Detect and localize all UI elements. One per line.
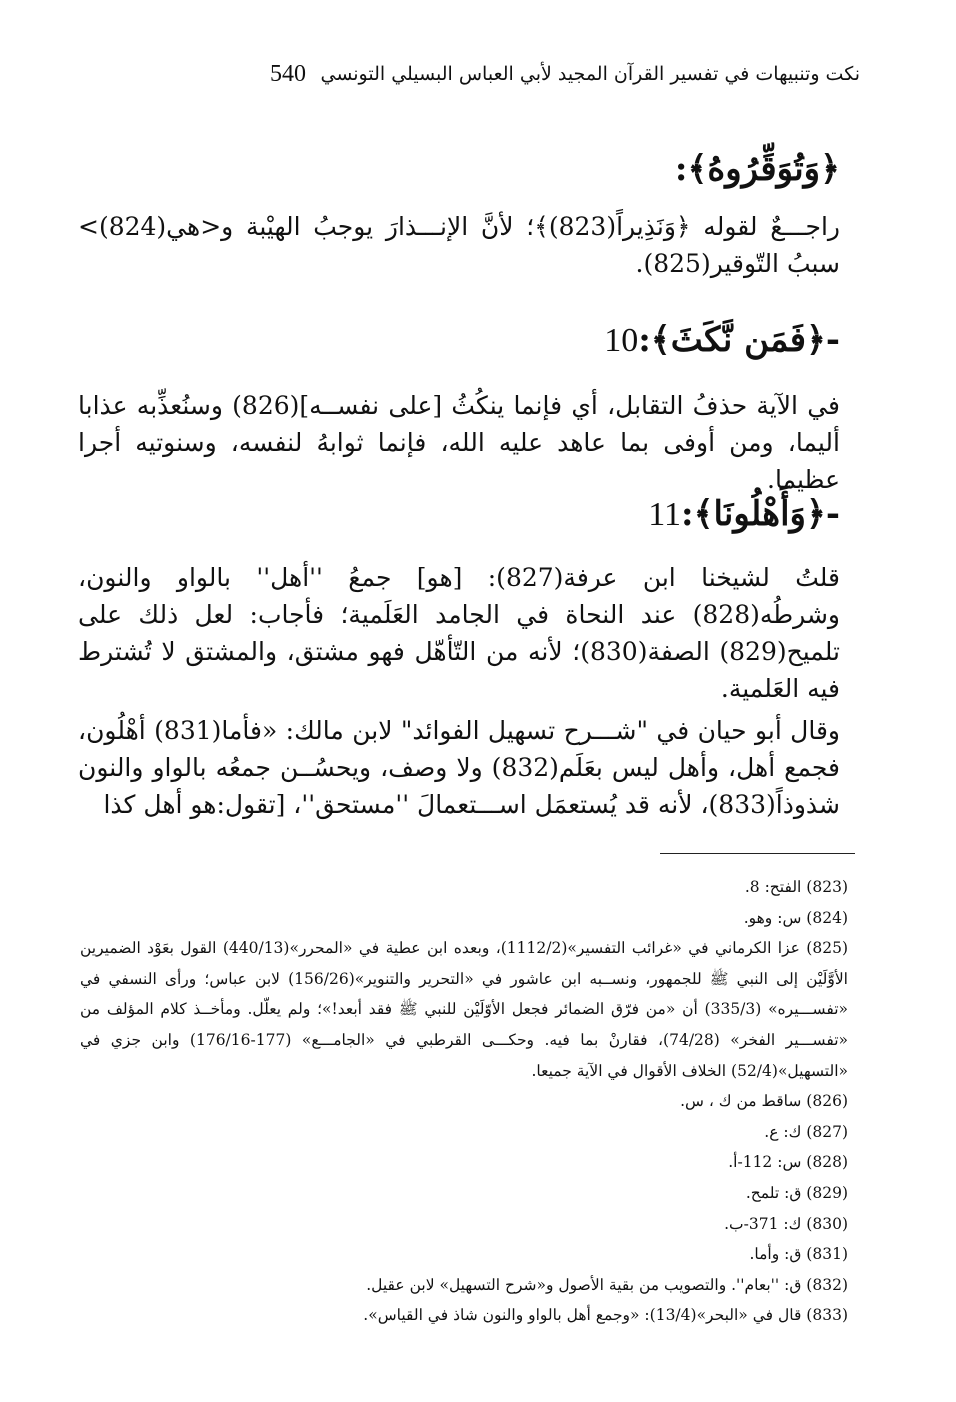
footnote-823: (823) الفتح: 8. [744,878,848,896]
section-text-4: وقال أبو حيان في "شـــرح تسهيل الفوائد" لابن مالك: «فأما(831) أهْلُون، فجمع أهل، وأهل ليس بعَلَم(832) ولا وصف، ويحسُــن جمعُه بالواو والنون شذوذاً(833)، لأنه قد يُستعمَل اســـتعمالَ ''مستحق''، [تقول:هو أهل كذا [78,716,840,819]
section-text-2: في الآية حذفُ التقابل، أي فإنما ينكُثُ [على نفســه](826) وسنُعذِّبه عذابا أليما، ومن أوفى بما عاهد عليه الله، فإنما ثوابهُ لنفسه، وسنوتيه أجرا عظيما. [78,391,840,494]
footnote-828: (828) س: 112-أ. [728,1153,848,1172]
section-heading-2-text: -﴿فَمَن نَّكَثَ﴾: [638,320,840,360]
footnote-832: (832) ق: ''بعام''. والتصويب من بقية الأصول و«شرح التسهيل» لابن عقيل. [366,1275,848,1294]
page-number: 540 [270,60,306,87]
footnote-829: (829) ق: تلمح. [745,1183,848,1202]
footnote-826: (826) ساقط من ك ، س. [680,1092,848,1111]
section-heading-1: ﴿وَتُوَقِّرُوهُ﴾: [674,149,840,189]
footnote-831: (831) ق: وأما. [749,1245,848,1264]
section-text-3: قلتُ لشيخنا ابن عرفة(827): [هو] جمعُ ''أهل'' بالواو والنون، وشرطُه(828) عند النحاة في الجامد العَلَمية؛ فأجاب: لعل ذلك على تلميح(829) الصفة(830)؛ لأنه من التّأهّل فهو مشتق، والمشتق لا تُشترط فيه العَلمية. [78,563,840,703]
footnote-830: (830) ك: 371-ب. [724,1214,848,1233]
footnote-separator [660,853,855,854]
section-text-1: راجـــعٌ لقوله ﴿وَنَذِيراً(823)﴾؛ لأنَّ الإنـــذارَ يوجبُ الهيْبة و<هي(824)> سببُ التّوقير(825). [78,212,840,278]
section-number-2: 10 [604,322,639,359]
running-title: نكت وتنبيهات في تفسير القرآن المجيد لأبي العباس البسيلي التونسي [320,63,860,85]
section-heading-2 [78,318,840,363]
section-number-3: 11 [648,496,682,533]
running-header [270,52,860,96]
footnote-827: (827) ك: ع. [764,1122,848,1141]
footnote-825: (825) عزا الكرماني في «غرائب التفسير»(1112/2)، وبعده ابن عطية في «المحرر»(440/13) القول بعَوْد الضميرين الأوَّلَيْن إلى النبي ﷺ للجمهور، ونســبه ابن عاشور في «التحرير والتنوير»(156/26) لابن عباس؛ ورأى النسفي في «تفســـيره» (335/3) أن «من فرّق الضمائر فجعل الأوّلَيْن للنبي ﷺ فقد أبعد!»؛ ولم يعلّل. ومأخــذ كلام المؤلف من «تفســـير الفخر» (74/28)، فقارنْ بما فيه. وحكـــى القرطبي في «الجامـــع» (177-176/16) وابن جزي في «التسهيل»(52/4) الخلاف الأقوال في الآية جميعا. [80,939,848,1080]
footnote-824: (824) س: وهو. [743,908,848,927]
section-heading-3-text: -﴿وَأَهْلُونَا﴾: [681,494,840,534]
footnotes [80,872,848,1331]
footnote-833: (833) قال في «البحر»(13/4): «وجمع أهل بالواو والنون شاذ في القياس». [363,1306,848,1325]
section-heading-3 [78,492,840,537]
